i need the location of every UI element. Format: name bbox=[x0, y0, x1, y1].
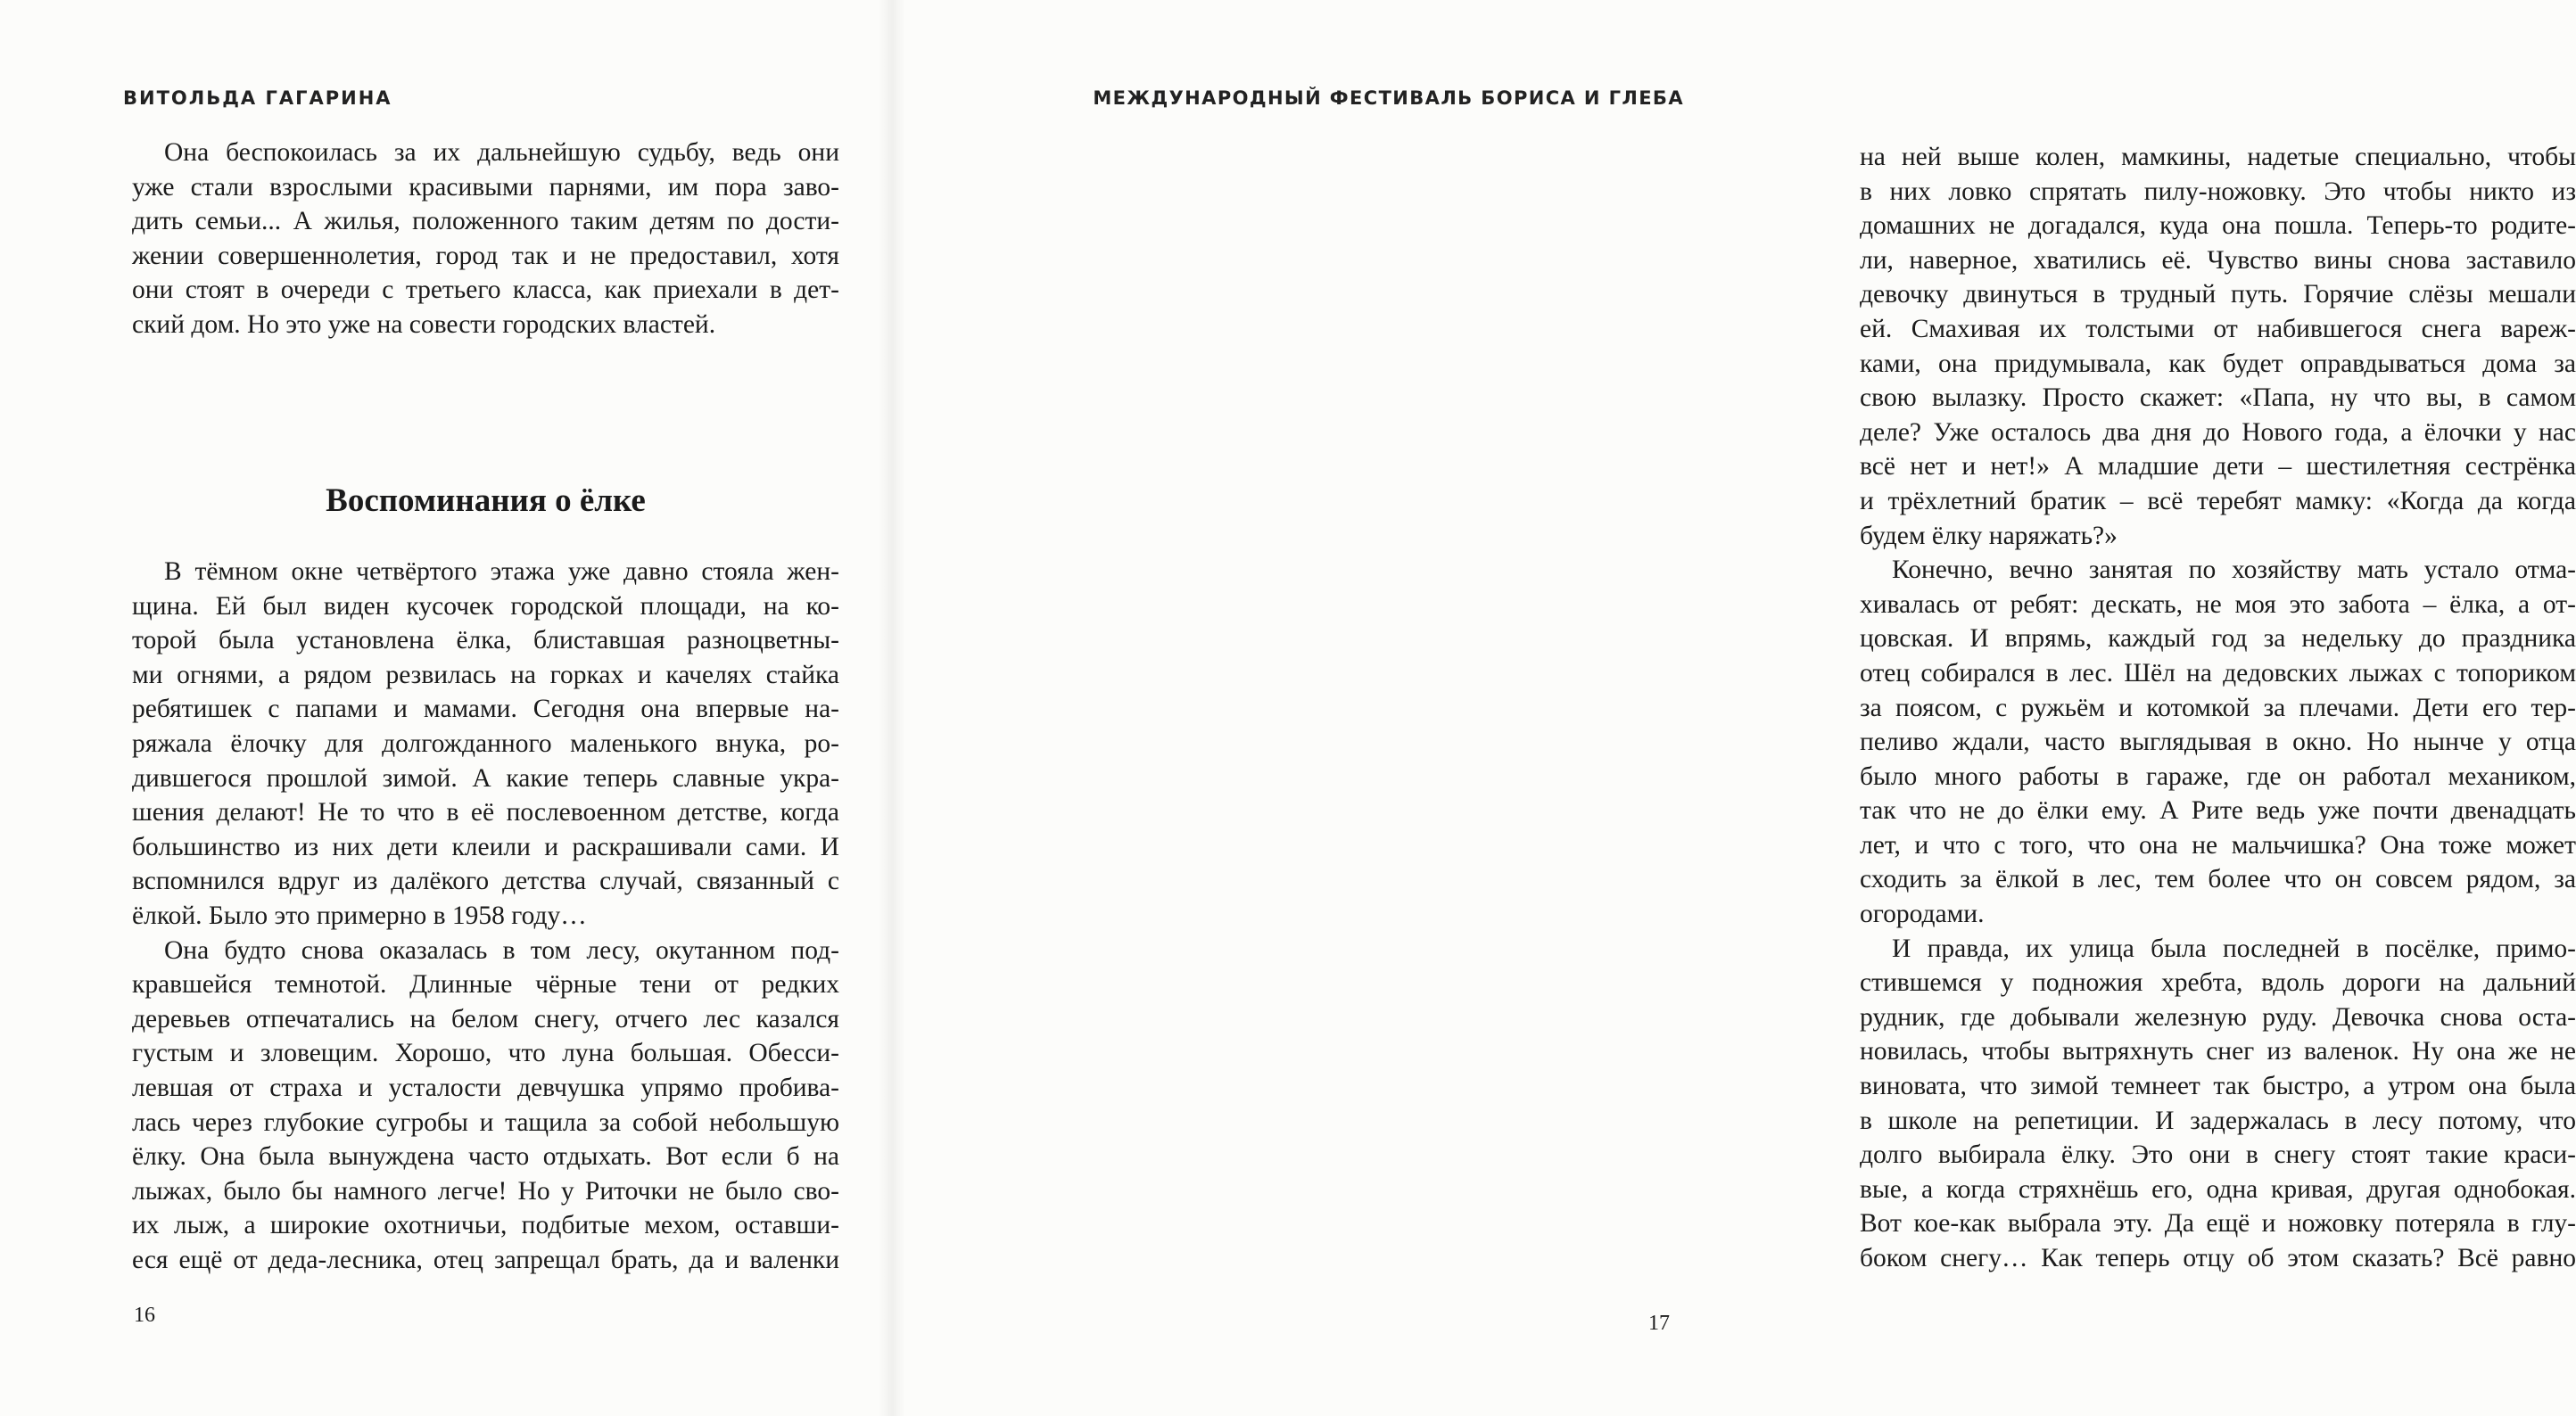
text-line: ский дом. Но это уже на совести городских властей. bbox=[132, 309, 716, 339]
text-line: новилась, чтобы вытряхнуть снег из валенок. Ну она же не bbox=[1860, 1037, 2576, 1066]
right-page bbox=[892, 0, 2576, 1416]
chapter-heading: Воспоминания о ёлке bbox=[326, 482, 646, 519]
text-line: ками, она придумывала, как будет оправдываться дома за bbox=[1860, 349, 2576, 378]
text-line: вспомнился вдруг из далёкого детства случай, связанный с bbox=[132, 867, 839, 896]
text-line: ребятишек с папами и мамами. Сегодня она впервые на- bbox=[132, 695, 839, 724]
text-line: за поясом, с ружьём и котомкой за плечами. Дети его тер- bbox=[1860, 693, 2576, 722]
text-line: ей. Смахивая их толстыми от набившегося снега вареж- bbox=[1860, 314, 2576, 343]
text-line: и трёхлетний братик – всё теребят мамку: «Когда да когда bbox=[1860, 486, 2576, 515]
text-line: их лыж, а широкие охотничьи, подбитые мехом, оставши- bbox=[132, 1211, 839, 1240]
text-line: на ней выше колен, мамкины, надетые специально, чтобы bbox=[1860, 143, 2576, 171]
text-line: пеливо ждали, часто выглядывая в окно. Но нынче у отца bbox=[1860, 728, 2576, 757]
intro-paragraph bbox=[132, 136, 839, 342]
text-line: Она беспокоилась за их дальнейшую судьбу, ведь они bbox=[164, 138, 839, 167]
text-line: домашних не догадался, куда она пошла. Теперь-то родите- bbox=[1860, 211, 2576, 241]
text-line: деле? Уже осталось два дня до Нового года, а ёлочки у нас bbox=[1860, 417, 2576, 447]
text-line: уже стали взрослыми красивыми парнями, им пора заво- bbox=[132, 172, 839, 202]
text-line: И правда, их улица была последней в посёлке, примо- bbox=[1892, 934, 2576, 963]
text-line: боком снегу… Как теперь отцу об этом сказать? Всё равно bbox=[1860, 1244, 2576, 1272]
text-line: стившемся у подножия хребта, вдоль дороги на дальний bbox=[1860, 968, 2576, 998]
left-page bbox=[0, 0, 892, 1416]
text-line: щина. Ей был виден кусочек городской площади, на ко- bbox=[132, 591, 839, 621]
text-line: цовская. И впрямь, каждый год за недельку до праздника bbox=[1860, 624, 2576, 654]
text-line: большинство из них дети клеили и раскрашивали сами. И bbox=[132, 832, 839, 861]
text-line: сходить за ёлкой в лес, тем более что он совсем рядом, за bbox=[1860, 865, 2576, 894]
text-line: деревьев отпечатались на белом снегу, отчего лес казался bbox=[132, 1004, 839, 1033]
text-line: ёлку. Она была вынуждена часто отдыхать. Вот если б на bbox=[132, 1142, 839, 1172]
text-line: рудник, где добывали железную руду. Девочка снова оста- bbox=[1860, 1002, 2576, 1032]
text-line: лась через глубокие сугробы и тащила за собой небольшую bbox=[132, 1107, 839, 1137]
text-line: свою вылазку. Просто скажет: «Папа, ну что вы, в самом bbox=[1860, 383, 2576, 413]
text-line: ли, наверное, хватились её. Чувство вины снова заставило bbox=[1860, 245, 2576, 275]
page-number: 17 bbox=[1648, 1312, 1670, 1335]
text-line: ми огнями, а рядом резвилась на горках и качелях стайка bbox=[132, 660, 839, 689]
text-line: Вот кое-как выбрала эту. Да ещё и ножовку потеряла в глу- bbox=[1860, 1209, 2576, 1239]
text-line: девочку двинуться в трудный путь. Горячие слёзы мешали bbox=[1860, 280, 2576, 309]
text-line: лыжах, было бы намного легче! Но у Риточки не было сво- bbox=[132, 1176, 839, 1206]
text-line: жении совершеннолетия, город так и не предоставил, хотя bbox=[132, 241, 839, 270]
text-line: В тёмном окне четвёртого этажа уже давно стояла жен- bbox=[164, 557, 839, 586]
text-line: было много работы в гараже, где он работал механиком, bbox=[1860, 762, 2576, 791]
text-line: отец собирался в лес. Шёл на дедовских лыжах с топориком bbox=[1860, 658, 2576, 687]
text-line: они стоят в очереди с третьего класса, как приехали в дет- bbox=[132, 276, 839, 305]
text-line: ёлкой. Было это примерно в 1958 году… bbox=[132, 901, 587, 930]
text-line: в школе на репетиции. И задержалась в лесу потому, что bbox=[1860, 1106, 2576, 1135]
page-number: 16 bbox=[134, 1304, 155, 1327]
text-line: густым и зловещим. Хорошо, что луна большая. Обесси- bbox=[132, 1039, 839, 1068]
chapter-body bbox=[132, 555, 839, 1277]
text-line: огородами. bbox=[1860, 900, 1985, 929]
text-line: Она будто снова оказалась в том лесу, окутанном под- bbox=[164, 935, 839, 965]
text-line: еся ещё от деда-лесника, отец запрещал брать, да и валенки bbox=[132, 1245, 839, 1274]
text-line: левшая от страха и усталости девчушка упрямо пробива- bbox=[132, 1073, 839, 1102]
running-header-festival: МЕЖДУНАРОДНЫЙ ФЕСТИВАЛЬ БОРИСА И ГЛЕБА bbox=[1093, 87, 1684, 109]
text-line: так что не до ёлки ему. А Рите ведь уже почти двенадцать bbox=[1860, 796, 2576, 826]
text-line: виновата, что зимой темнеет так быстро, а утром она была bbox=[1860, 1072, 2576, 1101]
text-line: ряжала ёлочку для долгожданного маленького внука, ро- bbox=[132, 729, 839, 758]
running-header-author: ВИТОЛЬДА ГАГАРИНА bbox=[123, 87, 392, 109]
text-line: дившегося прошлой зимой. А какие теперь славные укра- bbox=[132, 763, 839, 793]
text-line: долго выбирала ёлку. Это они в снегу стоят такие краси- bbox=[1860, 1140, 2576, 1170]
text-line: вые, а когда стряхнёшь его, одна кривая, другая однобокая. bbox=[1860, 1174, 2576, 1204]
right-body bbox=[1860, 140, 2576, 1276]
text-line: в них ловко спрятать пилу-ножовку. Это чтобы никто из bbox=[1860, 177, 2576, 206]
text-line: всё нет и нет!» А младшие дети – шестилетняя сестрёнка bbox=[1860, 452, 2576, 482]
text-line: дить семьи... А жилья, положенного таким детям по дости- bbox=[132, 207, 839, 236]
text-line: торой была установлена ёлка, блиставшая разноцветны- bbox=[132, 626, 839, 655]
text-line: лет, и что с того, что она не мальчишка? Она тоже может bbox=[1860, 830, 2576, 860]
text-line: шения делают! Не то что в её послевоенном детстве, когда bbox=[132, 798, 839, 827]
text-line: кравшейся темнотой. Длинные чёрные тени от редких bbox=[132, 970, 839, 1000]
text-line: будем ёлку наряжать?» bbox=[1860, 521, 2118, 550]
text-line: Конечно, вечно занятая по хозяйству мать устало отма- bbox=[1892, 556, 2576, 585]
text-line: хивалась от ребят: дескать, не моя это забота – ёлка, а от- bbox=[1860, 589, 2576, 619]
